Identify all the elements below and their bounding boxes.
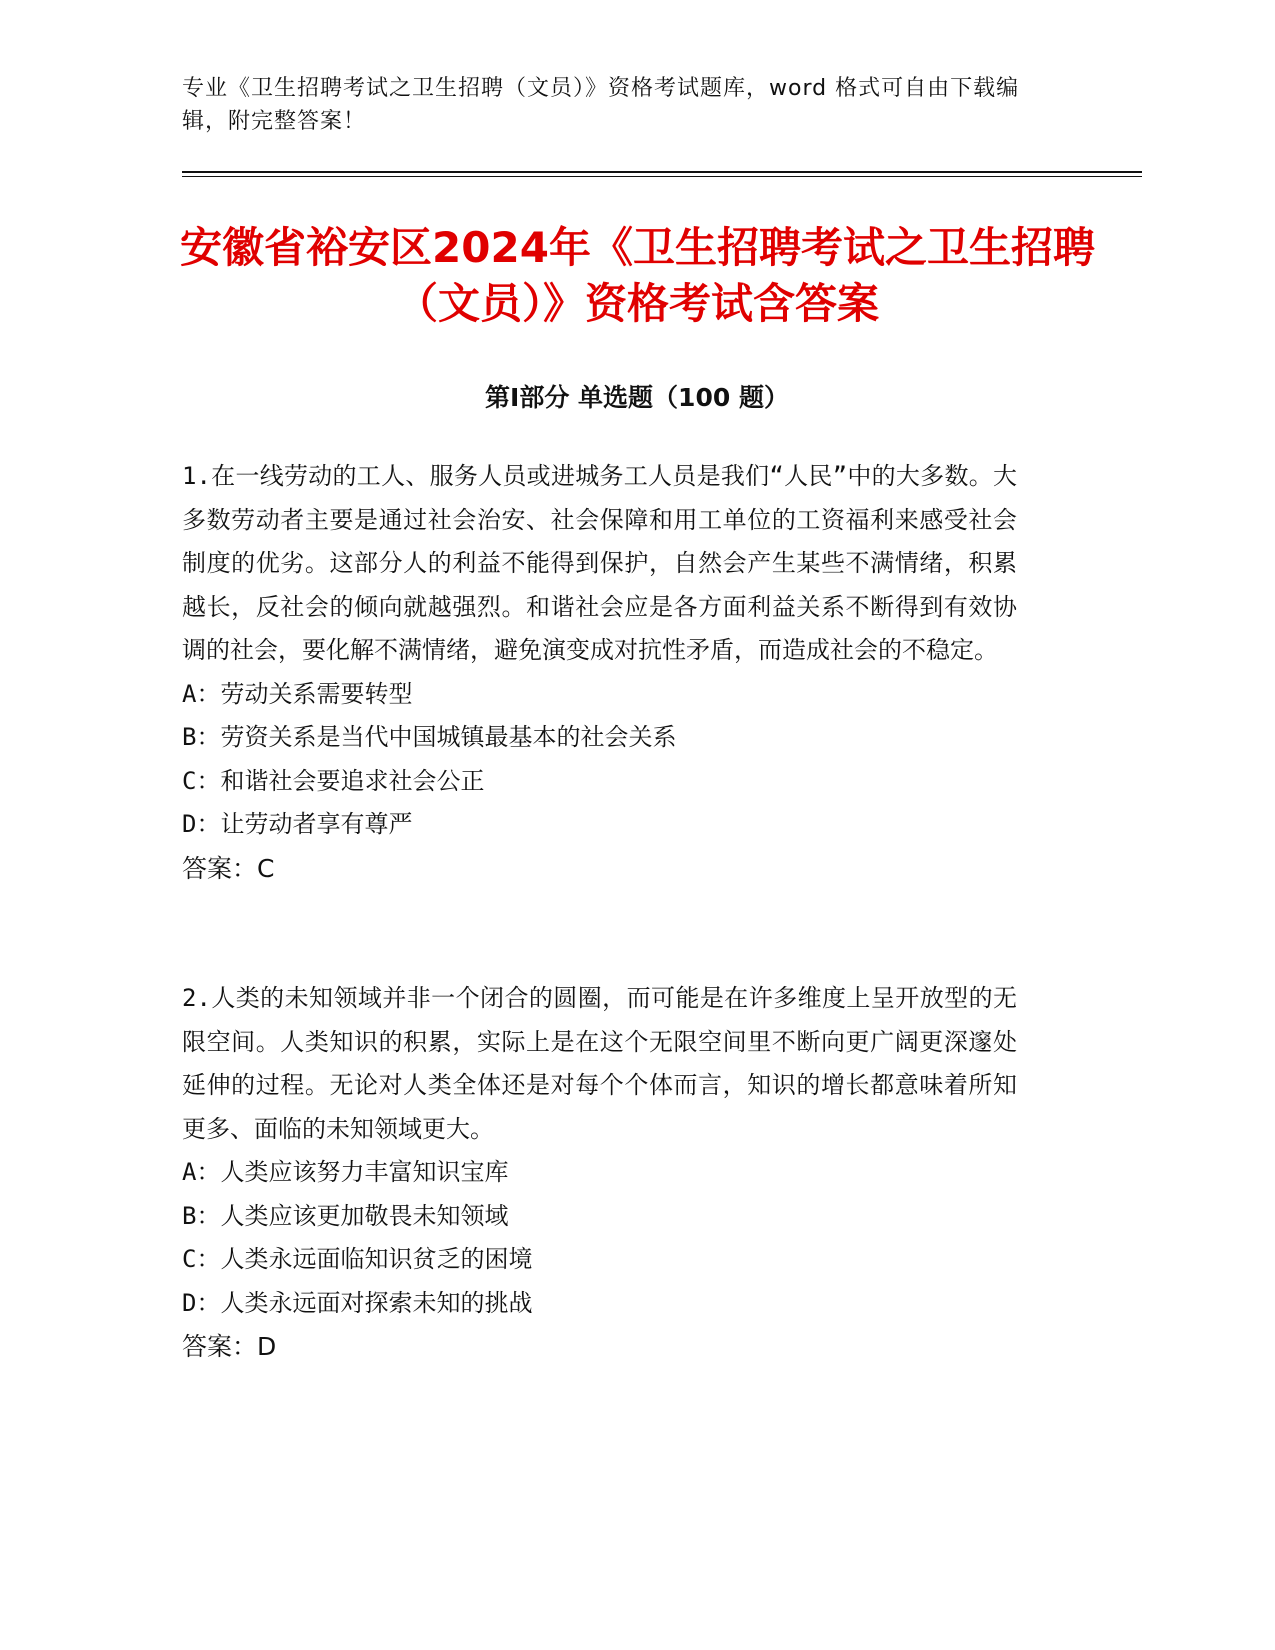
document-title: 安徽省裕安区2024年《卫生招聘考试之卫生招聘（文员）》资格考试含答案 (180, 223, 1095, 328)
option-b: B：劳资关系是当代中国城镇最基本的社会关系 (182, 723, 677, 751)
option-a: A：人类应该努力丰富知识宝库 (182, 1158, 509, 1186)
question-stem: 1.在一线劳动的工人、服务人员或进城务工人员是我们“人民”中的大多数。大多数劳动者主要是通过社会治安、社会保障和用工单位的工资福利来感受社会制度的优劣。这部分人的利益不能得到保护，自然会产生某些不满情绪，积累越长，反社会的倾向就越强烈。和谐社会应是各方面利益关系不断得到有效协调的社会，要化解不满情绪，避免演变成对抗性矛盾，而造成社会的不稳定。 (182, 462, 1017, 664)
question-stem: 2.人类的未知领域并非一个闭合的圆圈，而可能是在许多维度上呈开放型的无限空间。人类知识的积累，实际上是在这个无限空间里不断向更广阔更深邃处延伸的过程。无论对人类全体还是对每个个体而言，知识的增长都意味着所知更多、面临的未知领域更大。 (182, 984, 1017, 1143)
header-divider-thick (182, 171, 1142, 173)
question-1 (182, 455, 1017, 890)
header-note: 专业《卫生招聘考试之卫生招聘（文员）》资格考试题库，word 格式可自由下载编辑，附完整答案！ (182, 76, 1020, 134)
answer: 答案：D (182, 1332, 277, 1361)
option-d: D：人类永远面对探索未知的挑战 (182, 1288, 533, 1317)
header-divider-thin (182, 176, 1142, 177)
answer: 答案：C (182, 853, 275, 883)
option-a: A：劳动关系需要转型 (182, 679, 413, 708)
option-b: B：人类应该更加敬畏未知领域 (182, 1201, 509, 1230)
question-2 (182, 977, 1017, 1369)
option-d: D：让劳动者享有尊严 (182, 810, 413, 838)
option-c: C：和谐社会要追求社会公正 (182, 766, 485, 795)
section-title: 第Ⅰ部分 单选题（100 题） (485, 383, 789, 412)
option-c: C：人类永远面临知识贫乏的困境 (182, 1245, 533, 1273)
